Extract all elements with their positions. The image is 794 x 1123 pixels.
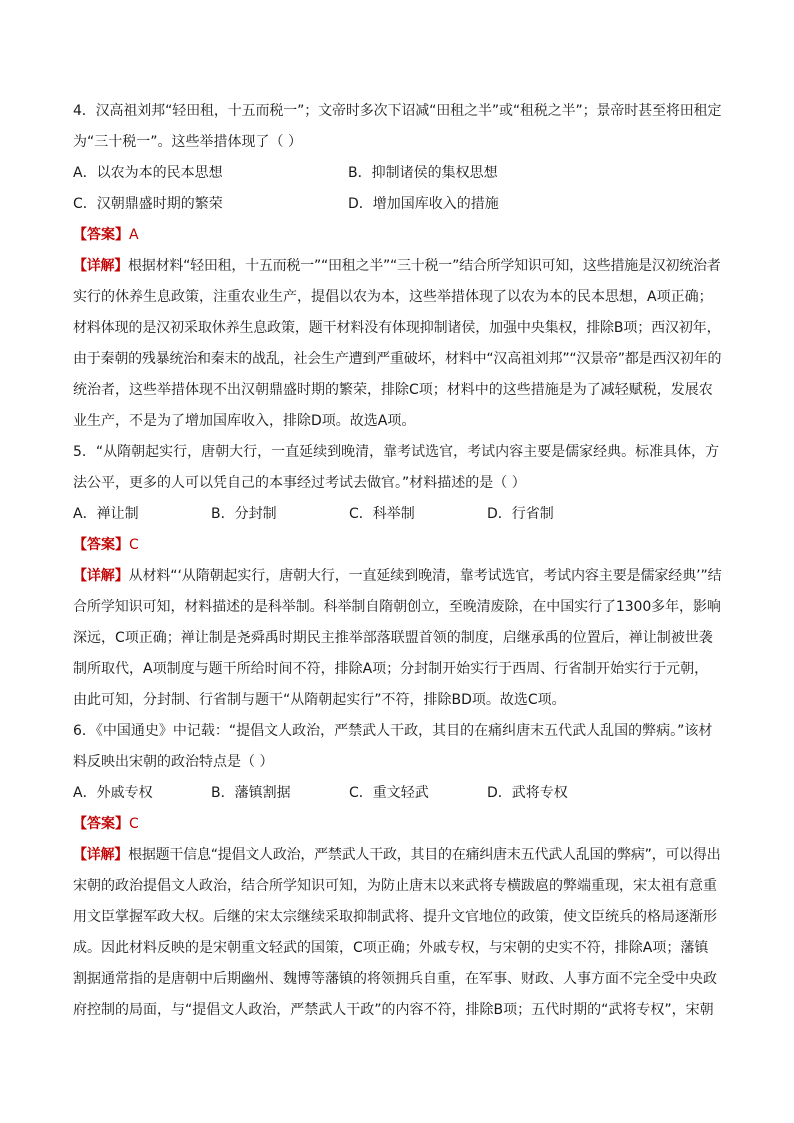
answer-line <box>73 530 723 561</box>
detail-line: 由此可知，分封制、行省制与题干“从隋朝起实行”不符，排除BD项。故选C项。 <box>73 692 566 708</box>
question-4 <box>73 96 723 437</box>
detail-line: 成。因此材料反映的是宋朝重文轻武的国策，C项正确；外戚专权，与宋朝的史实不符，排除A项；藩镇 <box>73 940 709 956</box>
option-c: C．汉朝鼎盛时期的繁荣 <box>73 196 223 212</box>
answer-tag: 【答案】 <box>73 537 129 553</box>
answer-value: C <box>129 537 139 553</box>
option-d: D．行省制 <box>487 506 554 522</box>
detail-line: 材料体现的是汉初采取休养生息政策，题干材料没有体现抑制诸侯，加强中央集权，排除B项；西汉初年， <box>73 320 721 336</box>
option-d: D．增加国库收入的措施 <box>348 196 499 212</box>
detail-text: 从材料“‘从隋朝起实行，唐朝大行，一直延续到晚清，靠考试选官，考试内容主要是儒家经典’”结 <box>128 568 722 584</box>
option-a: A．外戚专权 <box>73 785 153 801</box>
detail-line <box>73 840 723 871</box>
options-row <box>73 499 723 530</box>
detail-line <box>73 251 723 282</box>
option-d: D．武将专权 <box>487 785 568 801</box>
question-content <box>73 96 723 1026</box>
question-stem-line: 为“三十税一”。这些举措体现了（ ） <box>73 134 302 150</box>
detail-line: 由于秦朝的残暴统治和秦末的战乱，社会生产遭到严重破坏，材料中“汉高祖刘邦”“汉景帝”都是西汉初年的 <box>73 351 722 367</box>
option-b: B．藩镇割据 <box>211 785 291 801</box>
option-a: A．禅让制 <box>73 506 139 522</box>
option-c: C．科举制 <box>349 506 415 522</box>
option-b: B．抑制诸侯的集权思想 <box>348 165 498 181</box>
options-row <box>73 158 723 189</box>
detail-text: 根据题干信息“提倡文人政治，严禁武人干政，其目的在痛纠唐末五代武人乱国的弊病”，可以得出 <box>128 847 721 863</box>
answer-value: C <box>129 816 139 832</box>
option-c: C．重文轻武 <box>349 785 429 801</box>
detail-line: 深远，C项正确；禅让制是尧舜禹时期民主推举部落联盟首领的制度，启继承禹的位置后，禅让制被世袭 <box>73 630 713 646</box>
options-row <box>73 778 723 809</box>
question-stem-line: 5．“从隋朝起实行，唐朝大行，一直延续到晚清，靠考试选官，考试内容主要是儒家经典。标准具体，方 <box>73 444 720 460</box>
options-row <box>73 189 723 220</box>
option-b: B．分封制 <box>211 506 277 522</box>
detail-tag: 【详解】 <box>73 847 129 863</box>
answer-tag: 【答案】 <box>73 816 129 832</box>
detail-line: 制所取代，A项制度与题干所给时间不符，排除A项；分封制开始实行于西周、行省制开始实行于元朝， <box>73 661 709 677</box>
answer-tag: 【答案】 <box>73 227 129 243</box>
detail-text: 根据材料“轻田租，十五而税一”“田租之半”“三十税一”结合所学知识可知，这些措施是汉初统治者 <box>128 258 721 274</box>
detail-line: 统治者，这些举措体现不出汉朝鼎盛时期的繁荣，排除C项；材料中的这些措施是为了减轻赋税，发展农 <box>73 382 713 398</box>
question-stem-line: 法公平，更多的人可以凭自己的本事经过考试去做官。”材料描述的是（ ） <box>73 475 526 491</box>
detail-line: 割据通常指的是唐朝中后期幽州、魏博等藩镇的将领拥兵自重，在军事、财政、人事方面不完全受中央政 <box>73 971 717 987</box>
detail-tag: 【详解】 <box>73 568 129 584</box>
answer-line <box>73 220 723 251</box>
question-stem-line: 4．汉高祖刘邦“轻田租，十五而税一”；文帝时多次下诏减“田租之半”或“租税之半”；景帝时甚至将田租定 <box>73 103 722 119</box>
detail-line <box>73 561 723 592</box>
question-stem-line: 6．《中国通史》中记载：“提倡文人政治，严禁武人干政，其目的在痛纠唐末五代武人乱国的弊病。”该材 <box>73 723 713 739</box>
detail-tag: 【详解】 <box>73 258 129 274</box>
question-6 <box>73 716 723 1026</box>
detail-line: 业生产，不是为了增加国库收入，排除D项。故选A项。 <box>73 413 416 429</box>
detail-line: 府控制的局面，与“提倡文人政治，严禁武人干政”的内容不符，排除B项；五代时期的“武将专权”，宋朝 <box>73 1002 714 1018</box>
question-stem-line: 料反映出宋朝的政治特点是（ ） <box>73 754 274 770</box>
detail-line: 实行的休养生息政策，注重农业生产，提倡以农为本，这些举措体现了以农为本的民本思想，A项正确； <box>73 289 713 305</box>
answer-value: A <box>129 227 139 243</box>
question-5 <box>73 437 723 716</box>
detail-line: 用文臣掌握军政大权。后继的宋太宗继续采取抑制武将、提升文官地位的政策，使文臣统兵的格局逐渐形 <box>73 909 717 925</box>
detail-line: 宋朝的政治提倡文人政治，结合所学知识可知，为防止唐末以来武将专横跋扈的弊端重现，宋太祖有意重 <box>73 878 717 894</box>
option-a: A．以农为本的民本思想 <box>73 165 223 181</box>
detail-line: 合所学知识可知，材料描述的是科举制。科举制自隋朝创立，至晚清废除，在中国实行了1300多年，影响 <box>73 599 721 615</box>
answer-line <box>73 809 723 840</box>
